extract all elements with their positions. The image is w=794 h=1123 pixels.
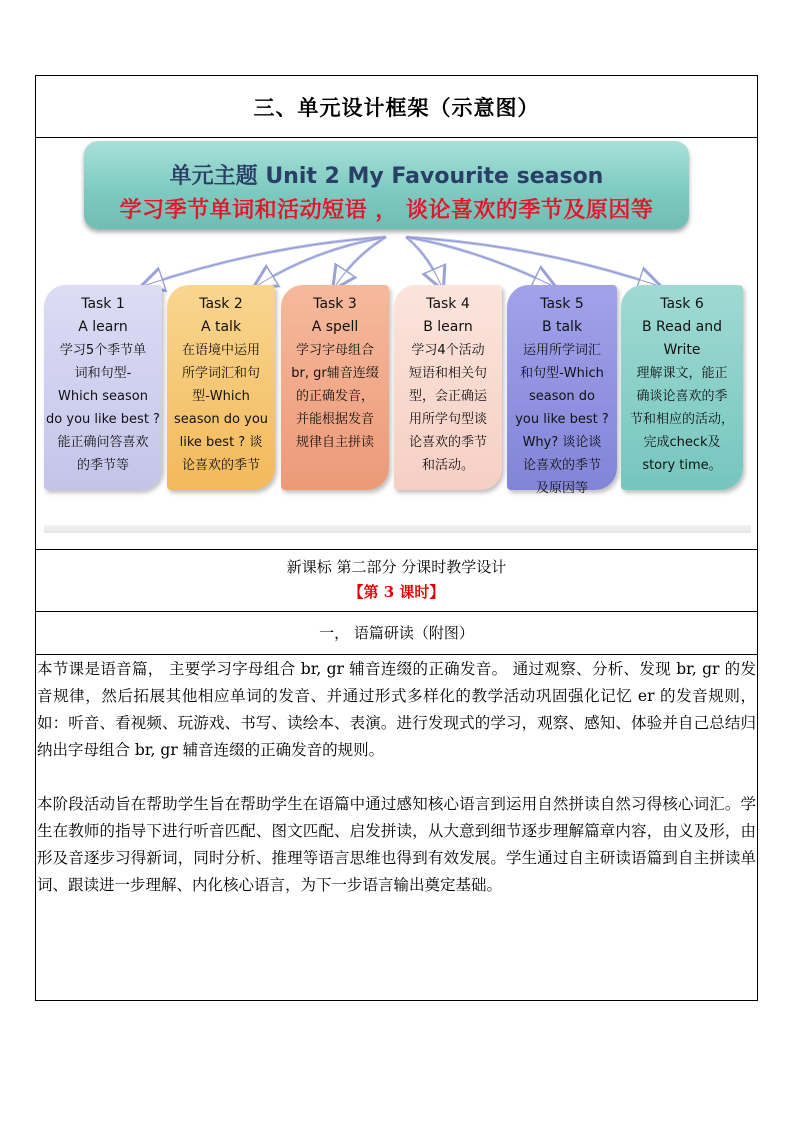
task-line: 所学词汇和句 — [181, 366, 260, 381]
task-line: 论喜欢的季节 — [522, 458, 601, 473]
task-line: 论喜欢的季节 — [408, 435, 487, 450]
task-label: Task 5 — [540, 296, 584, 312]
task-card-1 — [44, 285, 162, 490]
task-line: 和活动。 — [421, 458, 474, 473]
task-card-3 — [281, 285, 389, 490]
document-table — [35, 75, 758, 1001]
diagram-bottom-strip — [44, 525, 751, 533]
task-name: B learn — [423, 319, 473, 335]
body-text — [36, 656, 757, 899]
task-line: 及原因等 — [535, 481, 588, 496]
part-heading: 新课标 第二部分 分课时教学设计 — [286, 558, 507, 576]
task-line: Which season — [58, 389, 148, 404]
task-name: A learn — [78, 319, 128, 335]
task-line: 词和句型- — [74, 366, 132, 381]
task-label: Task 2 — [199, 296, 243, 312]
task-label: Task 3 — [313, 296, 357, 312]
paragraph: 本阶段活动旨在帮助学生旨在帮助学生在语篇中通过感知核心语言到运用自然拼读自然习得核心词汇。学生在教师的指导下进行听音匹配、图文匹配、启发拼读，从大意到细节逐步理解篇章内容，由义及形，由形及音逐步习得新词，同时分析、推理等语言思维也得到有效发展。学生通过自主研读语篇到自主拼读单词、跟读进一步理解、内化核心语言，为下一步语言输出奠定基础。 — [37, 795, 756, 894]
unit-design-diagram — [36, 137, 757, 547]
task-line: 规律自主拼读 — [295, 435, 374, 450]
task-line: story time。 — [642, 458, 722, 473]
task-card-2 — [167, 285, 275, 490]
table-divider — [36, 549, 757, 550]
paragraph: 本节课是语音篇， 主要学习字母组合 br, gr 辅音连缀的正确发音。 通过观察、分析、发现 br, gr 的发音规律，然后拓展其他相应单词的发音、并通过形式多样化的教学活动巩固强化记忆 er 的发音规则，如：听音、看视频、玩游戏、书写、读绘本、表演。进行发现式的学习，观察、感知、体验并自己总结归纳出字母组合 br, gr 辅音连缀的正确发音的规则。 — [37, 660, 756, 759]
task-line: 的季节等 — [76, 458, 129, 473]
task-name: A talk — [200, 319, 242, 335]
task-line: 能正确问答喜欢 — [57, 435, 149, 450]
task-line: 运用所学词汇 — [522, 343, 601, 358]
task-line: 和句型-Which — [520, 366, 604, 381]
task-line: 短语和相关句 — [408, 366, 487, 381]
task-line: season do you — [173, 412, 269, 427]
task-line: br, gr辅音连缀 — [291, 366, 379, 381]
task-line: 论喜欢的季节 — [181, 458, 260, 473]
task-line: 并能根据发音 — [295, 412, 374, 427]
task-label: Task 6 — [660, 296, 704, 312]
task-line: like best ? 谈 — [179, 435, 263, 450]
task-line: 完成check及 — [643, 435, 721, 450]
table-divider — [36, 654, 757, 655]
task-line: 学习4个活动 — [411, 343, 485, 358]
task-line: do you like best ? — [46, 412, 160, 427]
task-card-5 — [507, 285, 617, 496]
task-line: 用所学句型谈 — [408, 412, 487, 427]
task-line: 节和相应的活动， — [629, 412, 734, 427]
task-card-6 — [621, 285, 743, 490]
task-line: 在语境中运用 — [181, 343, 260, 358]
task-name: A spell — [311, 319, 359, 335]
table-divider — [36, 611, 757, 612]
task-line: 型-Which — [192, 389, 250, 404]
unit-theme-title: 单元主题 Unit 2 My Favourite season — [169, 164, 604, 189]
task-line: 确谈论喜欢的季 — [636, 389, 728, 404]
task-line: Why? 谈论谈 — [522, 435, 602, 450]
task-label: Task 1 — [81, 296, 125, 312]
lesson-label: 【第 3 课时】 — [348, 583, 445, 601]
section-title: 三、单元设计框架（示意图） — [253, 95, 540, 120]
task-line: you like best ? — [515, 412, 609, 427]
task-name-2: Write — [663, 342, 701, 358]
task-line: 学习5个季节单 — [59, 343, 147, 358]
subsection-title: 一， 语篇研读（附图） — [319, 624, 474, 642]
task-line: season do — [528, 389, 596, 404]
connector-arrows — [36, 137, 759, 297]
task-line: 型，会正确运 — [408, 389, 487, 404]
task-line: 学习字母组合 — [295, 343, 374, 358]
task-line: 的正确发音， — [295, 389, 374, 404]
task-name: B talk — [541, 319, 583, 335]
task-line: 理解课文，能正 — [636, 366, 728, 381]
unit-theme-subtitle: 学习季节单词和活动短语 ， 谈论喜欢的季节及原因等 — [119, 198, 654, 223]
task-card-4 — [394, 285, 502, 490]
task-label: Task 4 — [426, 296, 470, 312]
task-name: B Read and — [641, 319, 723, 335]
